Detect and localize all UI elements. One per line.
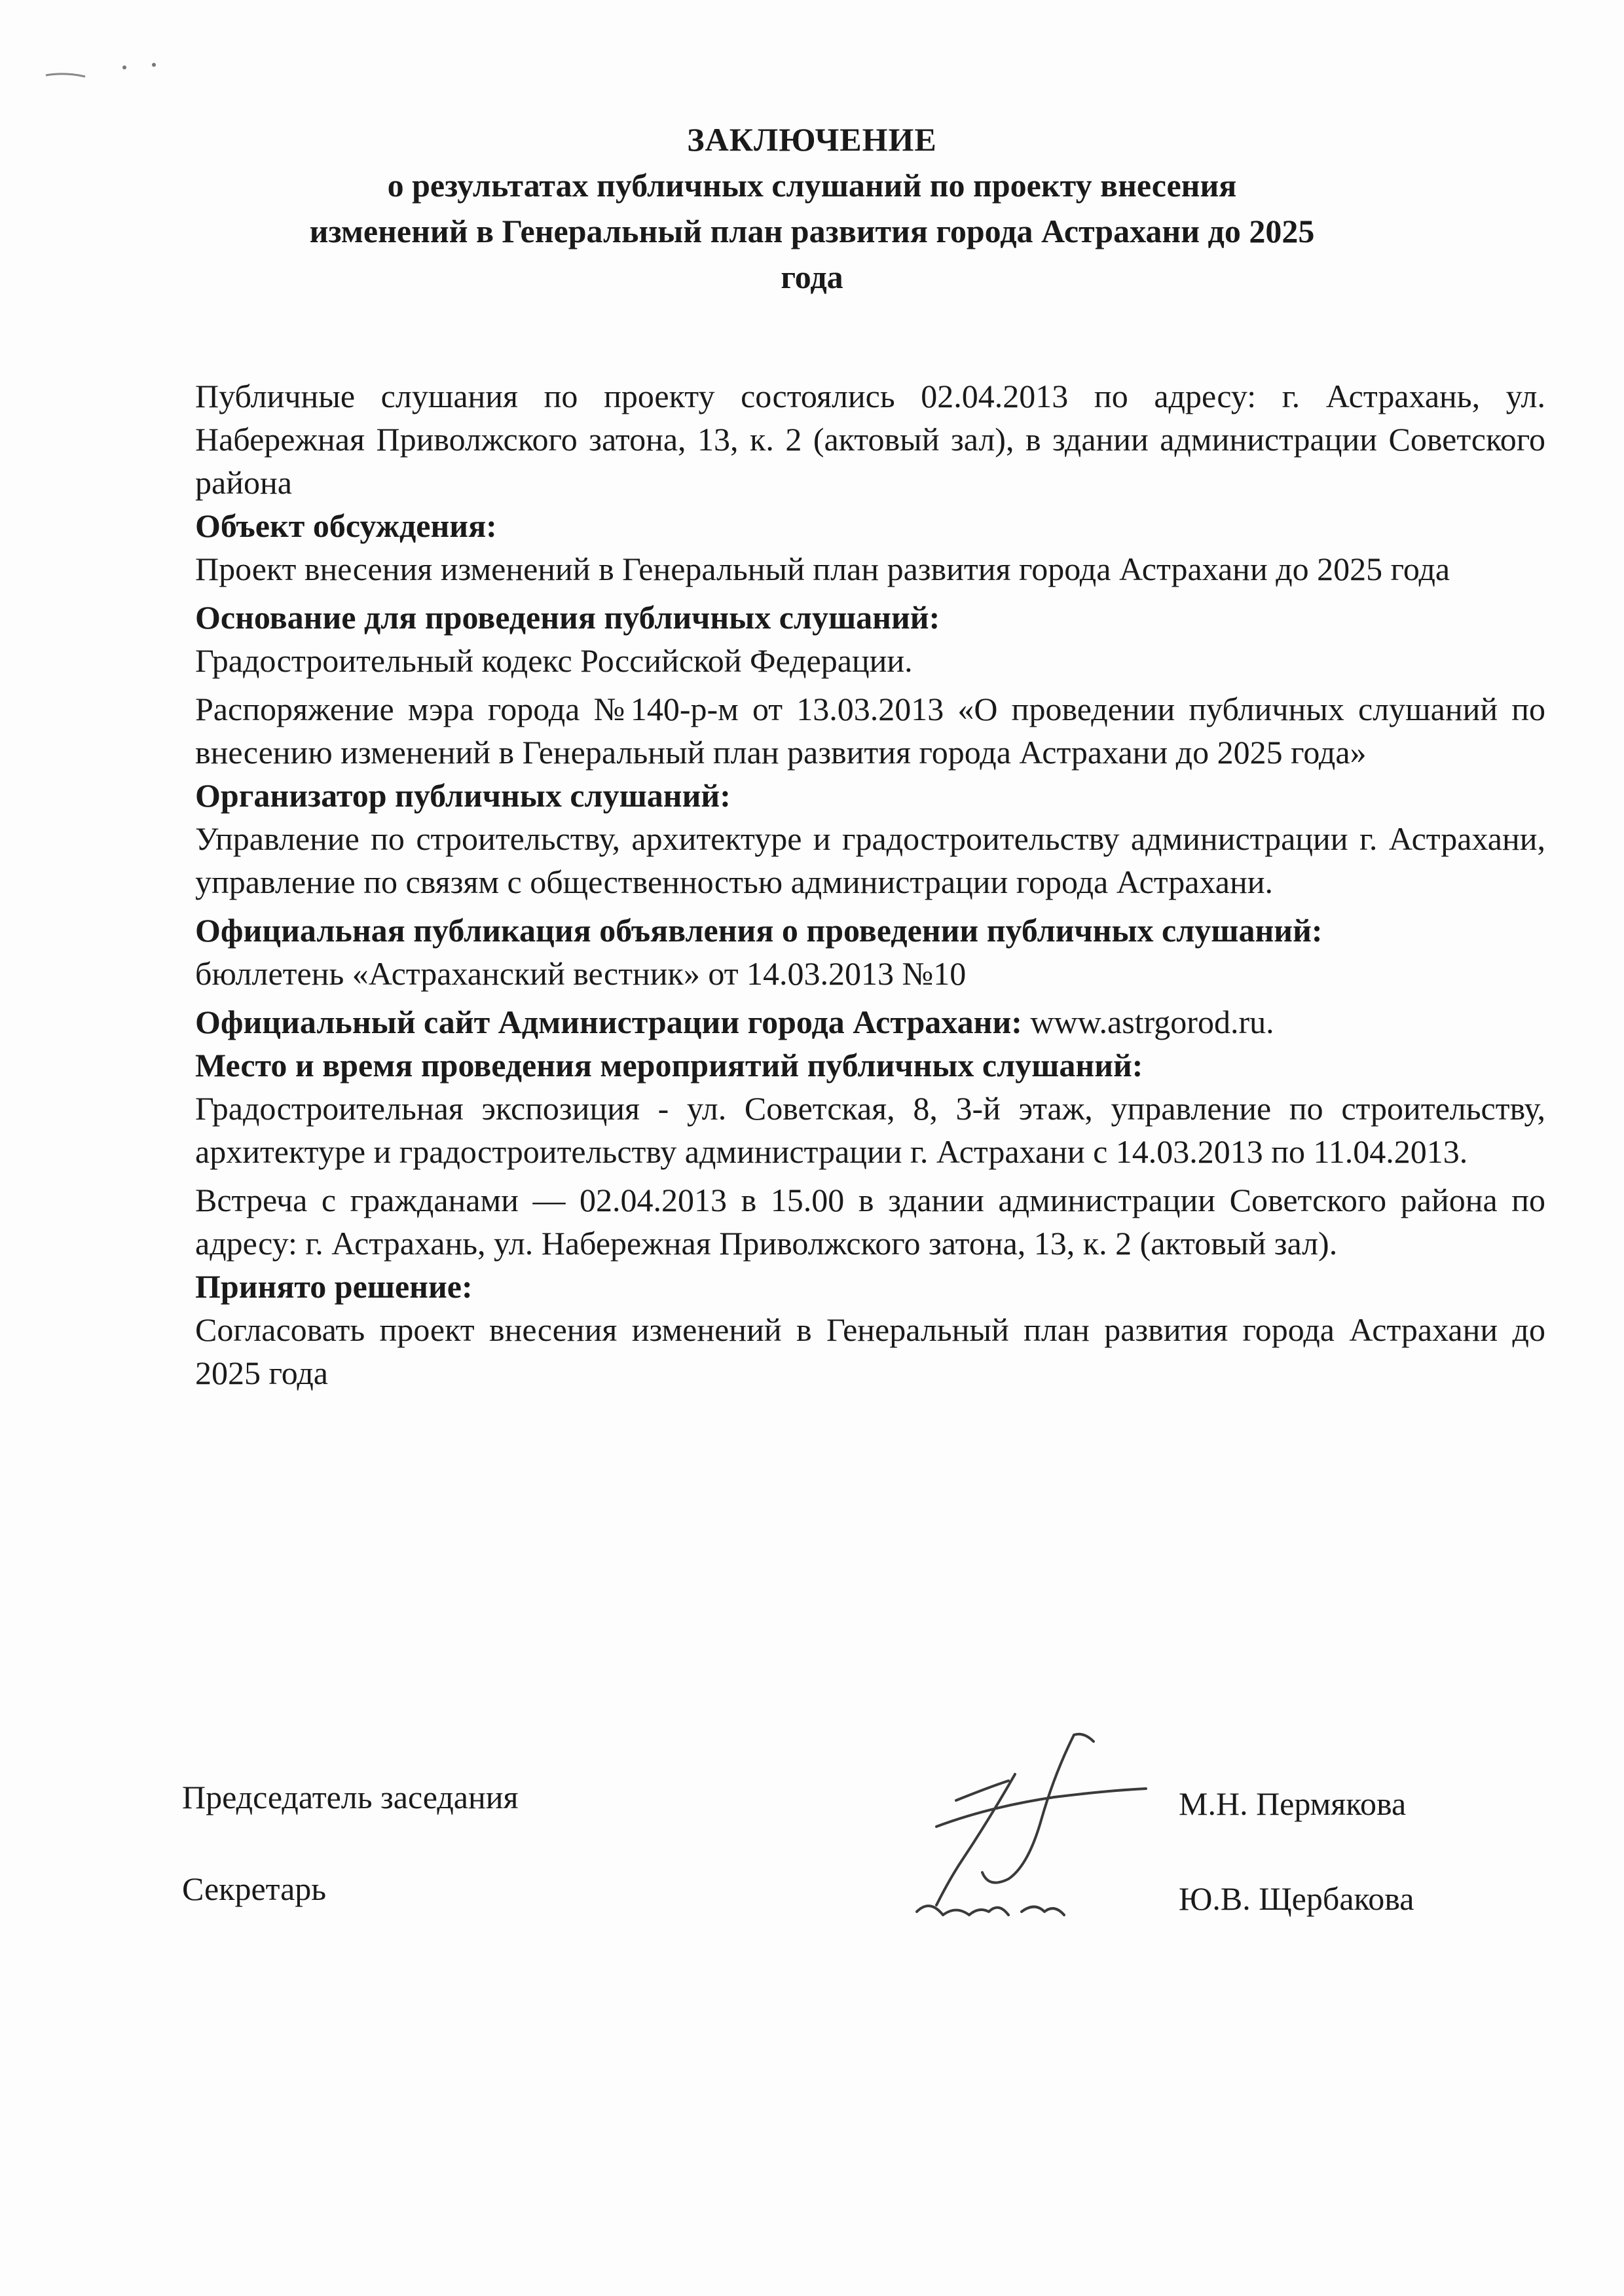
website-url: www.astrgorod.ru. <box>1022 1004 1274 1040</box>
venue-heading: Место и время проведения мероприятий публичных слушаний: <box>195 1047 1143 1084</box>
basis-heading: Основание для проведения публичных слушаний: <box>195 599 940 636</box>
chair-label: Председатель заседания <box>182 1779 519 1815</box>
publication-heading: Официальная публикация объявления о проведении публичных слушаний: <box>195 912 1323 949</box>
title-main: ЗАКЛЮЧЕНИЕ <box>687 121 937 158</box>
decision-heading: Принято решение: <box>195 1268 473 1305</box>
intro-paragraph: Публичные слушания по проекту состоялись 02.04.2013 по адресу: г. Астрахань, ул. Набережная Приволжского затона, 13, к. 2 (актовый зал), в здании администрации Советского района <box>195 378 1545 501</box>
decision-text: Согласовать проект внесения изменений в Генеральный план развития города Астрахани до 2025 года <box>195 1311 1545 1391</box>
title-line-2: изменений в Генеральный план развития города Астрахани до 2025 <box>309 213 1315 249</box>
secretary-label: Секретарь <box>182 1870 327 1907</box>
chair-name: М.Н. Пермякова <box>1179 1785 1407 1822</box>
basis-text-2: Распоряжение мэра города №140-р-м от 13.03.2013 «О проведении публичных слушаний по внесению изменений в Генеральный план развития города Астрахани до 2025 года» <box>195 691 1545 771</box>
basis-text-1: Градостроительный кодекс Российской Федерации. <box>195 642 913 679</box>
venue-text-1: Градостроительная экспозиция - ул. Советская, 8, 3-й этаж, управление по строительству, архитектуре и градостроительству администрации г. Астрахани с 14.03.2013 по 11.04.2013. <box>195 1090 1545 1170</box>
document-title <box>0 117 1624 300</box>
publication-text: бюллетень «Астраханский вестник» от 14.03.2013 №10 <box>195 955 967 992</box>
secretary-name: Ю.В. Щербакова <box>1179 1880 1414 1917</box>
handwritten-signatures <box>858 1715 1172 1938</box>
organizer-text: Управление по строительству, архитектуре и градостроительству администрации г. Астрахани, управление по связям с общественностью администрации города Астрахани. <box>195 820 1545 900</box>
object-text: Проект внесения изменений в Генеральный план развития города Астрахани до 2025 года <box>195 551 1450 587</box>
website-line <box>195 1000 1545 1044</box>
document-body <box>195 374 1545 1394</box>
title-line-1: о результатах публичных слушаний по проекту внесения <box>387 167 1237 204</box>
scan-artifact-mark <box>39 56 170 82</box>
website-label: Официальный сайт Администрации города Астрахани: <box>195 1004 1022 1040</box>
organizer-heading: Организатор публичных слушаний: <box>195 777 731 814</box>
venue-text-2: Встреча с гражданами — 02.04.2013 в 15.00 в здании администрации Советского района по адресу: г. Астрахань, ул. Набережная Приволжского затона, 13, к. 2 (актовый зал). <box>195 1182 1545 1262</box>
title-line-3: года <box>781 259 843 295</box>
object-heading: Объект обсуждения: <box>195 507 497 544</box>
